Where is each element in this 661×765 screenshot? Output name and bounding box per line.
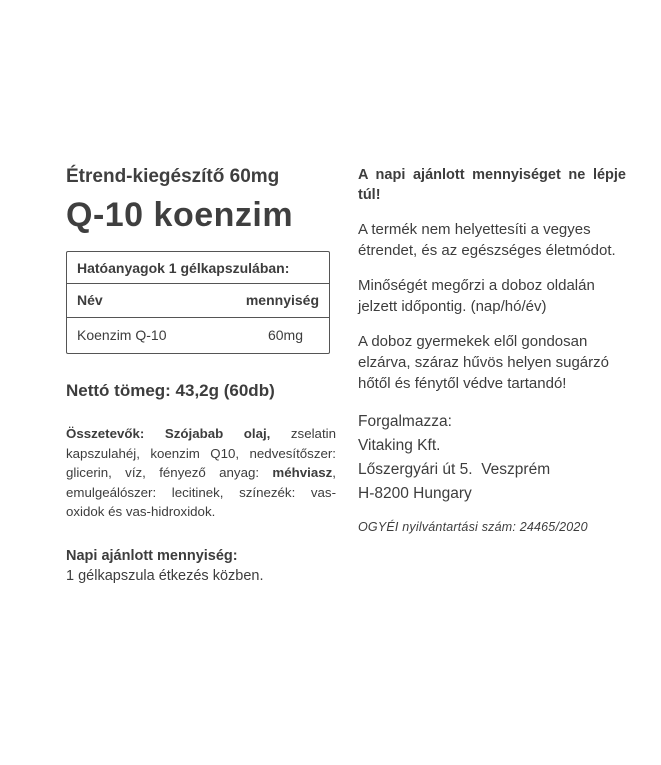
ingredient-qty: 60mg [267, 327, 303, 343]
ingredients-list [66, 424, 336, 522]
table-column-headers [67, 284, 329, 318]
ingredient-name: Koenzim Q-10 [77, 327, 167, 343]
distributor-block [358, 410, 626, 506]
ingredients-label: Összetevők: [66, 426, 145, 441]
distributor-city: H-8200 Hungary [358, 485, 472, 502]
col-name-header: Név [77, 292, 103, 308]
active-ingredients-table [66, 251, 330, 354]
dose-label: Napi ajánlott mennyiség: [66, 547, 238, 564]
distributor-label: Forgalmazza: [358, 413, 452, 430]
ingredients-bold-2: méhviasz [272, 465, 333, 480]
distributor-street: Lőszergyári út 5. Veszprém [358, 461, 551, 478]
right-column [358, 165, 626, 534]
product-subtitle: Étrend-kiegészítő 60mg [66, 166, 280, 187]
ingredients-text-2: , emulgeálószer: lecitinek, színezék: vas-oxidok és vas-hidroxidok. [66, 465, 336, 519]
ingredients-text-1: zselatin kapszulahéj, koenzim Q10, nedvesítőszer: glicerin, víz, fényező anyag: [66, 426, 336, 480]
info-paragraph-2: Minőségét megőrzi a doboz oldalán jelzett időpontig. (nap/hó/év) [358, 277, 595, 315]
info-paragraph-1: A termék nem helyettesíti a vegyes étrendet, és az egészséges életmódot. [358, 221, 616, 259]
product-title: Q-10 koenzim [66, 196, 294, 234]
ingredients-bold-1: Szójabab olaj, [164, 426, 271, 441]
distributor-company: Vitaking Kft. [358, 437, 441, 454]
net-weight: Nettó tömeg: 43,2g (60db) [66, 381, 275, 400]
dosage-warning: A napi ajánlott mennyiséget ne lépje túl! [358, 167, 626, 203]
table-row [67, 318, 329, 353]
info-paragraph-3: A doboz gyermekek elől gondosan elzárva, száraz hűvös helyen sugárzó hőtől és fénytől védve tartandó! [358, 333, 609, 392]
col-qty-header: mennyiség [245, 292, 319, 308]
table-header: Hatóanyagok 1 gélkapszulában: [67, 252, 329, 284]
dose-text: 1 gélkapszula étkezés közben. [66, 567, 264, 584]
left-column [66, 165, 336, 586]
registration-number: OGYÉI nyilvántartási szám: 24465/2020 [358, 520, 588, 534]
